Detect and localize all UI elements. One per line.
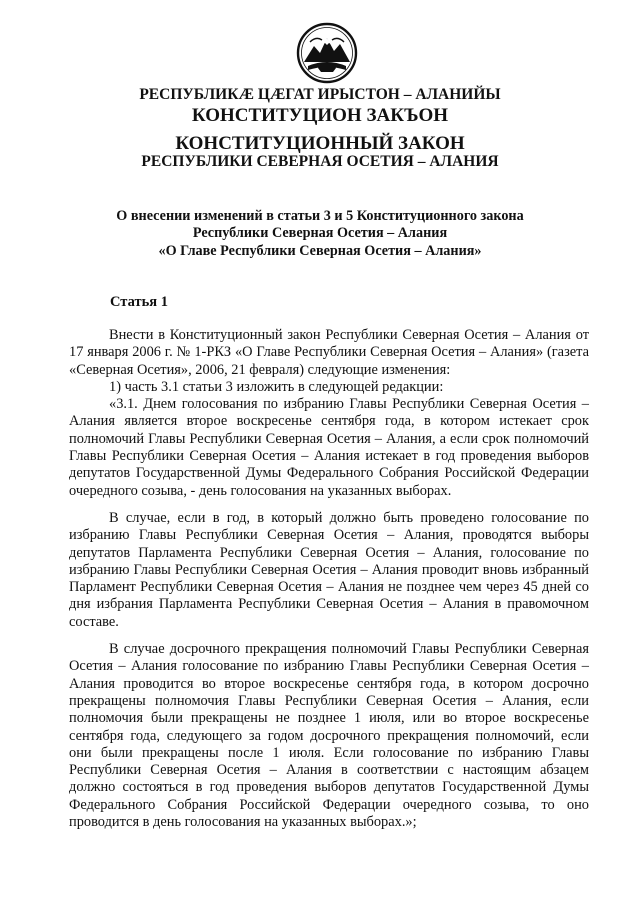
law-title-line-2: Республики Северная Осетия – Алания	[192, 225, 448, 241]
russian-law-type: КОНСТИТУЦИОННЫЙ ЗАКОН	[175, 133, 465, 154]
paragraph: В случае, если в год, в который должно быть проведено голосование по избранию Главы Республики Северная Осетия – Алания, проводятся выборы депутатов Парламента Республики Северная Осетия – Алания, голосование по избранию Главы Республики Северная Осетия – Алания проводит вновь избранный Парламент Республики Северная Осетия – Алания не позднее чем через 45 дней со дня избрания Парламента Республики Северная Осетия – Алания в правомочном составе.	[69, 509, 589, 630]
russian-republic-name: РЕСПУБЛИКИ СЕВЕРНАЯ ОСЕТИЯ – АЛАНИЯ	[141, 153, 499, 170]
paragraph: В случае досрочного прекращения полномочий Главы Республики Северная Осетия – Алания голосование по избранию Главы Республики Северная Осетия – Алания проводится во второе воскресенье сентября года, в котором досрочно прекращены полномочия Главы Республики Северная Осетия – Алания, если полномочия были прекращены не позднее 1 июля, или во второе воскресенье сентября года, следующего за годом досрочного прекращения полномочий, если они были прекращены после 1 июля. Если голосование по избранию Главы Республики Северная Осетия – Алания в соответствии с настоящим абзацем должно состояться в год проведения выборов депутатов Государственной Думы Федерального Собрания Российской Федерации очередного созыва, то оно проводится в день голосования на указанных выборах.»;	[69, 641, 589, 831]
article-body	[69, 327, 589, 831]
paragraph: «3.1. Днем голосования по избранию Главы Республики Северная Осетия – Алания является второе воскресенье сентября года, в котором истекает срок полномочий Главы Республики Северная Осетия – Алания, а если срок полномочий Главы Республики Северная Осетия – Алания истекает в год проведения выборов депутатов Государственной Думы Федерального Собрания Российской Федерации очередного созыва, - день голосования на указанных выборах.	[69, 396, 589, 499]
paragraph: Внести в Конституционный закон Республики Северная Осетия – Алания от 17 января 2006 г. № 1-РКЗ «О Главе Республики Северная Осетия – Алания» (газета «Северная Осетия», 2006, 21 февраля) следующие изменения:	[69, 327, 589, 378]
law-title-line-3: «О Главе Республики Северная Осетия – Алания»	[158, 243, 482, 259]
paragraph: 1) часть 3.1 статьи 3 изложить в следующей редакции:	[109, 378, 444, 395]
ossetian-law-type: КОНСТИТУЦИОН ЗАКЪОН	[191, 105, 449, 126]
law-title-line-1: О внесении изменений в статьи 3 и 5 Конституционного закона	[116, 208, 524, 224]
ossetian-republic-name: РЕСПУБЛИКÆ ЦÆГАТ ИРЫСТОН – АЛАНИЙЫ	[139, 86, 501, 103]
coat-of-arms-icon	[296, 22, 358, 84]
article-heading: Статья 1	[110, 294, 168, 310]
